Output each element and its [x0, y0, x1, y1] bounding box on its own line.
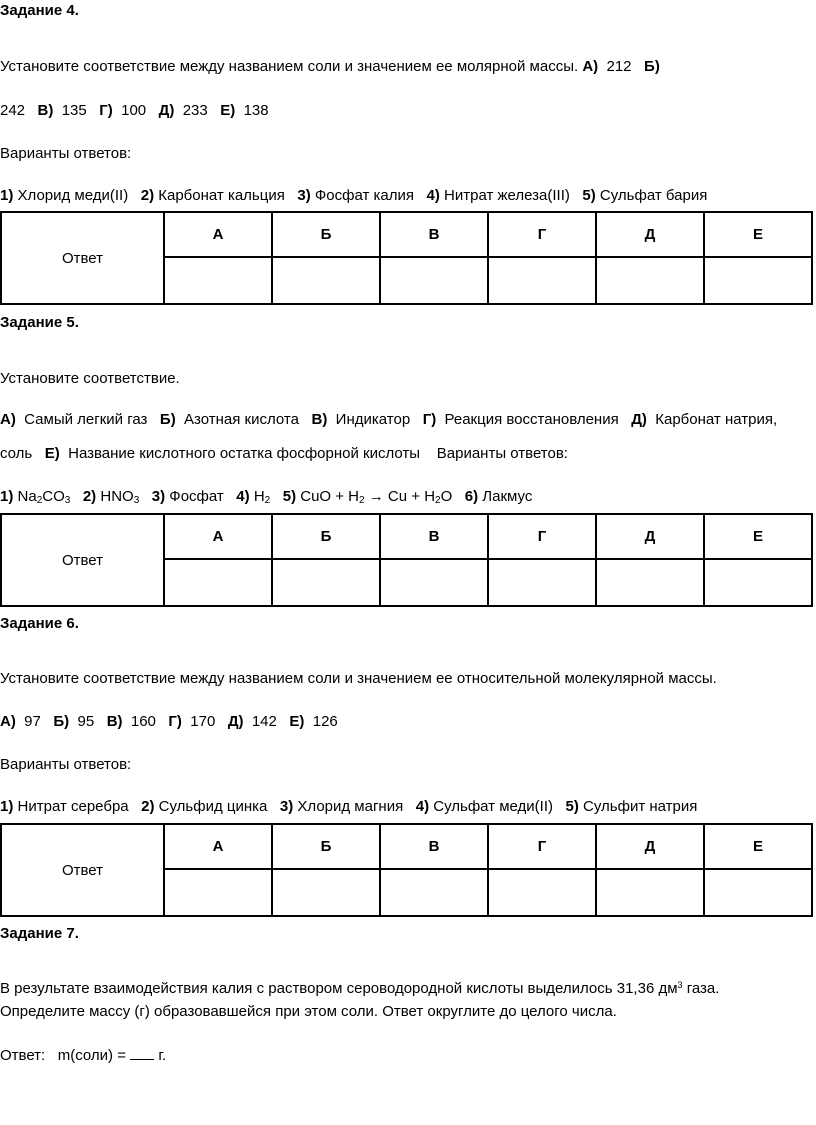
option-text: Хлорид меди(II): [17, 187, 129, 204]
task5-item: Название кислотного остатка фосфорной кислоты: [68, 445, 421, 462]
task6-val: 126: [312, 713, 338, 730]
task5-prompt: Установите соответствие.: [0, 370, 180, 387]
task6-values-line: [0, 713, 338, 731]
answer-cell[interactable]: [596, 869, 704, 916]
task5-title: Задание 5.: [0, 314, 79, 331]
task7-answer-label: Ответ:: [0, 1047, 46, 1064]
task6-options: [0, 798, 697, 816]
header-cell: А: [164, 514, 272, 559]
task6-answer-table: [0, 823, 813, 917]
task7-answer-unit: г.: [158, 1047, 167, 1064]
answer-cell[interactable]: [164, 559, 272, 606]
task7-text-end: газа.: [682, 980, 720, 997]
answer-cell[interactable]: [272, 559, 380, 606]
option-num: 6): [464, 488, 479, 505]
option-text: Сульфид цинка: [158, 798, 268, 815]
answer-label-cell: [1, 212, 164, 304]
header-cell: Е: [704, 824, 812, 869]
task5-key: Е): [44, 445, 60, 462]
option-text: CuO + $H_2 \to Cu + H_2O$: [300, 488, 453, 506]
task5-key: В): [311, 411, 328, 428]
header-cell: Г: [488, 212, 596, 257]
answer-cell[interactable]: [596, 257, 704, 304]
task7-answer-expr: m(соли) =: [57, 1047, 126, 1064]
option-text: Нитрат железа(III): [444, 187, 570, 204]
option-num: 1): [0, 798, 14, 815]
task6-key: Д): [227, 713, 244, 730]
header-cell: Б: [272, 514, 380, 559]
task5-variants-label: Варианты ответов:: [436, 445, 568, 462]
task6-val: 97: [24, 713, 41, 730]
header-cell: Д: [596, 514, 704, 559]
option-text: Сульфит натрия: [583, 798, 698, 815]
answer-cell[interactable]: [488, 869, 596, 916]
answer-cell[interactable]: [704, 257, 812, 304]
task5-key: А): [0, 411, 16, 428]
task5-item-cont: соль: [0, 445, 33, 462]
task6-val: 95: [77, 713, 95, 730]
task6-key: В): [106, 713, 123, 730]
task4-key-e: Е): [220, 102, 236, 119]
task4-variants-label: Варианты ответов:: [0, 145, 132, 162]
task7-sup: 3: [677, 980, 683, 990]
option-text: $Na_2CO_3$: [17, 488, 71, 506]
option-num: 5): [582, 187, 596, 204]
option-text: $H_2$: [253, 488, 271, 506]
answer-blank[interactable]: [130, 1047, 154, 1060]
answer-cell[interactable]: [380, 559, 488, 606]
task4-key-a: А): [582, 58, 599, 75]
option-num: 3): [151, 488, 166, 505]
option-text: Сульфат меди(II): [433, 798, 553, 815]
option-text: Нитрат серебра: [17, 798, 129, 815]
header-cell: А: [164, 212, 272, 257]
answer-label: Ответ: [61, 861, 104, 879]
task5-item: Самый легкий газ: [24, 411, 148, 428]
task4-key-g: Г): [99, 102, 113, 119]
option-num: 1): [0, 187, 14, 204]
task6-val: 160: [130, 713, 156, 730]
task6-key: А): [0, 713, 16, 730]
task5-key: Б): [159, 411, 176, 428]
task6-val: 142: [251, 713, 277, 730]
option-text: Хлорид магния: [297, 798, 404, 815]
task4-options: [0, 187, 707, 205]
answer-cell[interactable]: [704, 869, 812, 916]
option-num: 4): [236, 488, 250, 505]
task5-options: [0, 488, 532, 506]
answer-cell[interactable]: [272, 869, 380, 916]
option-text: Карбонат кальция: [158, 187, 285, 204]
answer-label-cell: [1, 514, 164, 606]
task6-prompt: Установите соответствие между названием соли и значением ее относительной молекулярной массы.: [0, 670, 717, 687]
header-cell: Г: [488, 824, 596, 869]
option-num: 2): [140, 187, 155, 204]
option-text: Фосфат калия: [314, 187, 415, 204]
task4-key-b: Б): [644, 58, 660, 75]
option-num: 4): [426, 187, 440, 204]
task6-variants-label: Варианты ответов:: [0, 756, 132, 773]
header-cell: Д: [596, 212, 704, 257]
task5-answer-table: [0, 513, 813, 607]
answer-cell[interactable]: [704, 559, 812, 606]
answer-cell[interactable]: [596, 559, 704, 606]
option-text: $HNO_3$: [100, 488, 140, 506]
task5-items-line2: [0, 445, 568, 463]
answer-cell[interactable]: [164, 257, 272, 304]
option-text: Фосфат: [169, 488, 224, 505]
answer-label-cell: [1, 824, 164, 916]
answer-cell[interactable]: [164, 869, 272, 916]
answer-cell[interactable]: [272, 257, 380, 304]
task4-val-v: 135: [61, 102, 87, 119]
option-text: Сульфат бария: [599, 187, 708, 204]
task6-title: Задание 6.: [0, 615, 79, 632]
task4-prompt: Установите соответствие между названием соли и значением ее молярной массы.: [0, 58, 579, 75]
answer-cell[interactable]: [488, 257, 596, 304]
header-cell: Д: [596, 824, 704, 869]
task4-title: Задание 4.: [0, 2, 79, 19]
header-cell: Е: [704, 514, 812, 559]
task7-title: Задание 7.: [0, 925, 79, 942]
task5-key: Г): [422, 411, 437, 428]
option-num: 5): [565, 798, 579, 815]
task4-key-d: Д): [158, 102, 175, 119]
option-num: 3): [279, 798, 294, 815]
header-cell: Б: [272, 212, 380, 257]
task5-item: Карбонат натрия,: [655, 411, 778, 428]
option-num: 2): [82, 488, 97, 505]
header-cell: А: [164, 824, 272, 869]
task4-val-g: 100: [121, 102, 147, 119]
header-cell: Б: [272, 824, 380, 869]
header-cell: В: [380, 824, 488, 869]
option-num: 2): [141, 798, 155, 815]
task4-answer-table: [0, 211, 813, 305]
answer-cell[interactable]: [488, 559, 596, 606]
task5-item: Азотная кислота: [184, 411, 299, 428]
task6-val: 170: [190, 713, 216, 730]
task4-val-d: 233: [182, 102, 208, 119]
option-text: Лакмус: [482, 488, 533, 505]
option-num: 4): [415, 798, 430, 815]
task7-text-line2: Определите массу (г) образовавшейся при этом соли. Ответ округлите до целого числа.: [0, 1003, 617, 1020]
answer-cell[interactable]: [380, 869, 488, 916]
task4-prompt-line: [0, 58, 660, 76]
task4-values-line: [0, 102, 269, 120]
task7-answer-line: [0, 1047, 166, 1065]
task5-items-line1: [0, 411, 777, 429]
option-num: 5): [282, 488, 297, 505]
header-cell: В: [380, 212, 488, 257]
task5-key: Д): [631, 411, 647, 428]
option-num: 1): [0, 488, 14, 505]
header-cell: Е: [704, 212, 812, 257]
task4-val-b: 242: [0, 102, 26, 119]
header-cell: Г: [488, 514, 596, 559]
task7-text: В результате взаимодействия калия с раствором сероводородной кислоты выделилось 31,36 дм: [0, 980, 678, 997]
answer-label: Ответ: [61, 249, 104, 267]
header-cell: В: [380, 514, 488, 559]
task5-item: Реакция восстановления: [444, 411, 619, 428]
answer-label: Ответ: [61, 551, 104, 569]
task6-key: Г): [168, 713, 182, 730]
task4-key-v: В): [37, 102, 54, 119]
task7-text-line1: [0, 980, 719, 998]
option-num: 3): [297, 187, 311, 204]
task6-key: Б): [53, 713, 70, 730]
task4-val-e: 138: [243, 102, 269, 119]
answer-cell[interactable]: [380, 257, 488, 304]
task4-val-a: 212: [606, 58, 632, 75]
task6-key: Е): [289, 713, 305, 730]
task5-item: Индикатор: [335, 411, 411, 428]
